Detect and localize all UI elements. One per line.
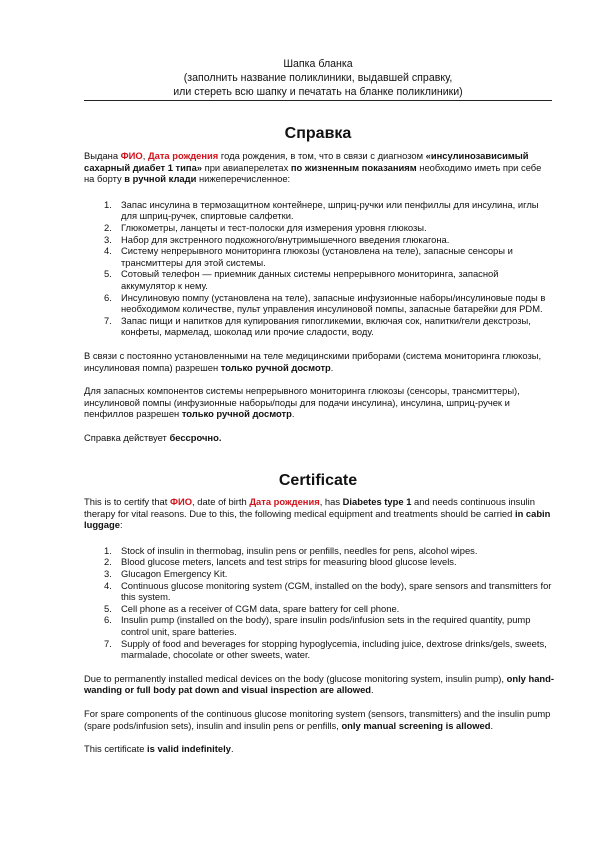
en-intro-text: This is to certify that <box>84 496 170 507</box>
en-manual-screening: only manual screening is allowed <box>341 719 491 731</box>
list-item <box>84 580 554 603</box>
ru-dob-field: Дата рождения <box>147 150 219 161</box>
ru-para-text: Справка действует <box>84 431 170 443</box>
en-para-end: . <box>490 719 494 731</box>
list-item-number: 6. <box>104 614 112 626</box>
en-intro-text: : <box>119 519 123 531</box>
ru-inspection-paragraph <box>84 350 554 373</box>
list-item-text: Инсулиновую помпу (установлена на теле), запасные инфузионные наборы/инсулиновые поды в необходимом количестве, пульт управления инсулиновой помпы, запасные батарейки для PDM. <box>121 291 546 315</box>
list-item-text: Blood glucose meters, lancets and test strips for measuring blood glucose levels. <box>121 556 457 568</box>
header-divider <box>84 100 552 101</box>
ru-spare-parts-paragraph <box>84 385 554 420</box>
list-item-number: 5. <box>104 268 112 280</box>
en-diagnosis: Diabetes type 1 <box>342 496 412 507</box>
ru-diagnosis: «инсулинозависимый сахарный диабет 1 типа» <box>84 150 529 173</box>
list-item-number: 5. <box>104 602 112 614</box>
ru-item-list <box>84 199 554 338</box>
list-item <box>84 545 554 557</box>
ru-vital-reasons: по жизненным показаниям <box>290 161 417 173</box>
ru-intro-text: Выдана <box>84 150 121 161</box>
en-para-end: . <box>371 684 374 696</box>
letterhead-line-2: (заполнить название поликлиники, выдавшей справку, <box>183 72 453 84</box>
en-inspection-paragraph <box>84 673 554 696</box>
letterhead-line-3: или стереть всю шапку и печатать на бланке поликлиники) <box>173 86 463 98</box>
ru-manual-inspection: только ручной досмотр <box>181 408 292 420</box>
ru-fio-field: ФИО <box>120 150 143 161</box>
en-validity: is valid indefinitely <box>147 743 231 755</box>
ru-para-text: Для запасных компонентов системы непрерывного мониторинга глюкозы (сенсоры, трансмиттеры), инсулиновой помпы (инфузионные наборы/поды для подачи инсулина), инсулина, шприц-ручек и пенфиллов разрешен <box>84 385 520 420</box>
list-item-text: Глюкометры, ланцеты и тест-полоски для измерения уровня глюкозы. <box>121 221 427 233</box>
letterhead-placeholder <box>84 57 552 99</box>
en-para-text: This certificate <box>84 743 148 755</box>
list-item-number: 2. <box>104 221 112 233</box>
list-item-number: 1. <box>104 198 112 210</box>
list-item-number: 3. <box>104 233 112 245</box>
ru-validity: бессрочно. <box>169 431 222 443</box>
en-dob-field: Дата рождения <box>249 496 320 507</box>
ru-intro-text: нижеперечисленное: <box>196 173 291 185</box>
list-item <box>84 234 554 246</box>
en-body <box>84 496 554 755</box>
en-intro-text: and needs continuous insulin therapy for vital reasons. Due to this, the following medical equipment and treatments should be carried <box>84 496 535 519</box>
list-item <box>84 603 554 615</box>
list-item-number: 6. <box>104 291 112 303</box>
list-item-number: 7. <box>104 637 112 649</box>
ru-intro-text: года рождения, в том, что в связи с диагнозом <box>218 150 426 161</box>
en-para-text: Due to permanently installed medical devices on the body (glucose monitoring system, insulin pump), <box>84 672 507 684</box>
ru-para-end: . <box>330 361 334 373</box>
list-item <box>84 292 554 315</box>
list-item-number: 4. <box>104 579 112 591</box>
ru-intro-text: необходимо иметь при себе на борту <box>84 161 542 185</box>
en-validity-paragraph <box>84 743 554 755</box>
list-item <box>84 614 554 637</box>
en-para-text: For spare components of the continuous glucose monitoring system (sensors, transmitters) and the insulin pump (spare pods/infusion sets), insulin and insulin pens or penfills, <box>84 707 551 731</box>
list-item <box>84 222 554 234</box>
list-item <box>84 268 554 291</box>
list-item-text: Continuous glucose monitoring system (CGM, installed on the body), spare sensors and transmitters for this system. <box>121 579 552 603</box>
list-item <box>84 568 554 580</box>
list-item-text: Cell phone as a receiver of CGM data, spare battery for cell phone. <box>121 602 400 614</box>
ru-para-end: . <box>291 408 295 420</box>
list-item-text: Запас пищи и напитков для купирования гипогликемии, включая сок, напитки/гели декстрозы, конфеты, мармелад, шоколад или прочие сладости, воду. <box>121 314 531 338</box>
en-intro <box>84 496 554 531</box>
list-item-number: 4. <box>104 245 112 257</box>
list-item <box>84 245 554 268</box>
list-item-number: 3. <box>104 567 112 579</box>
ru-intro <box>84 150 554 185</box>
ru-title: Справка <box>284 125 352 142</box>
ru-intro-text: при авиаперелетах <box>202 161 291 173</box>
ru-manual-inspection: только ручной досмотр <box>220 361 331 373</box>
list-item-number: 2. <box>104 556 112 568</box>
list-item-text: Insulin pump (installed on the body), spare insulin pods/infusion sets in the required quantity, pump control unit, spare batteries. <box>121 614 531 637</box>
list-item-text: Набор для экстренного подкожного/внутримышечного введения глюкагона. <box>121 233 450 245</box>
list-item-text: Систему непрерывного мониторинга глюкозы (установлена на теле), запасные сенсоры и трансмиттеры для этой системы. <box>121 245 513 268</box>
letterhead-line-1: Шапка бланка <box>283 58 353 70</box>
ru-hand-luggage: в ручной клади <box>124 173 197 185</box>
list-item <box>84 315 554 338</box>
list-item-text: Glucagon Emergency Kit. <box>121 567 228 579</box>
en-spare-parts-paragraph <box>84 708 554 731</box>
list-item-text: Запас инсулина в термозащитном контейнере, шприц-ручки или пенфиллы для инсулина, иглы для шприц-ручек, спиртовые салфетки. <box>121 198 539 222</box>
list-item <box>84 199 554 222</box>
en-fio-field: ФИО <box>169 496 193 507</box>
en-item-list <box>84 545 554 661</box>
ru-validity-paragraph <box>84 432 554 444</box>
en-intro-text: , has <box>319 496 343 507</box>
en-cabin-luggage: in cabin luggage <box>84 507 551 531</box>
list-item-text: Supply of food and beverages for stopping hypoglycemia, including juice, dextrose drinks/gels, sweets, marmalade, chocolate or other sweets, water. <box>121 637 547 661</box>
list-item-number: 1. <box>104 544 112 556</box>
ru-para-text: В связи с постоянно установленными на теле медицинскими приборами (система мониторинга глюкозы, инсулиновая помпа) разрешен <box>84 349 542 373</box>
ru-intro-text: , <box>142 150 148 161</box>
list-item-text: Stock of insulin in thermobag, insulin pens or penfills, needles for pens, alcohol wipes. <box>121 544 478 556</box>
list-item <box>84 638 554 661</box>
en-para-end: . <box>230 743 234 755</box>
en-intro-text: , date of birth <box>192 496 250 507</box>
list-item <box>84 556 554 568</box>
list-item-number: 7. <box>104 314 112 326</box>
ru-body <box>84 150 554 443</box>
en-hand-wanding: only hand-wanding or full body pat down and visual inspection are allowed <box>84 672 555 696</box>
en-title: Certificate <box>278 472 358 489</box>
list-item-text: Сотовый телефон — приемник данных системы непрерывного мониторинга, запасной аккумулятор к нему. <box>121 268 499 291</box>
